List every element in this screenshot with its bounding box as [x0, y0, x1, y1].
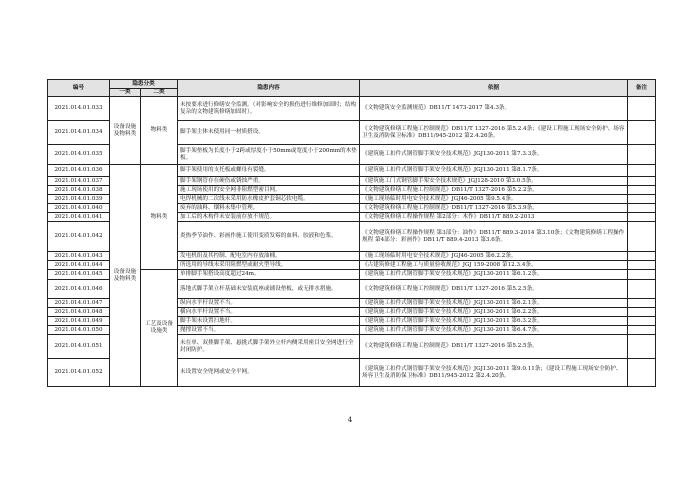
group2b-level2: 工艺及设备设施类 [141, 270, 178, 387]
row-code: 2021.014.01.044 [48, 261, 110, 270]
row-content: 电焊机械的二次线未采用防水橡皮护套铜芯软电缆。 [178, 195, 360, 204]
row-basis: 《施工现场临时用电安全技术规范》JGJ46-2005 第6.2.2条。 [360, 252, 628, 261]
header-code: 编号 [48, 80, 110, 97]
row-basis: 《文物建筑修缮工程施工控制规范》DB11/T 1327-2016 第5.2.5条。 [360, 335, 628, 359]
header-remarks: 备注 [628, 80, 656, 97]
row-code: 2021.014.01.040 [48, 204, 110, 213]
row-basis: 《文物建筑修缮工程施工控制规范》DB11/T 1327-2016 第5.3.9条。 [360, 204, 628, 213]
row-content: 纵向水平杆设置不当。 [178, 299, 360, 308]
row-content: 脚手架使用的支托板或螺母有裂缝。 [178, 165, 360, 177]
row-basis: 《文物建筑修缮工程操作规程 第2部分：木作》DB11/T 889.2-2013 [360, 213, 628, 222]
row-remarks [628, 317, 656, 326]
row-remarks [628, 97, 656, 121]
row-content: 加工后的木构件未安装前存放不规范。 [178, 213, 360, 222]
row-remarks [628, 252, 656, 261]
row-code: 2021.014.01.048 [48, 308, 110, 317]
row-code: 2021.014.01.039 [48, 195, 110, 204]
row-remarks [628, 195, 656, 204]
row-basis: 《建筑施工扣件式钢管脚手架安全技术规范》JGJ130-2011 第6.3.2条。 [360, 317, 628, 326]
row-content: 脚手架未设置扫地杆。 [178, 317, 360, 326]
group2a-level2: 物料类 [141, 165, 178, 270]
row-code: 2021.014.01.052 [48, 359, 110, 387]
header-basis: 依据 [360, 80, 628, 97]
row-code: 2021.014.01.041 [48, 213, 110, 222]
row-remarks [628, 280, 656, 299]
row-content: 发电机组及其控制、配电室内存放油桶。 [178, 252, 360, 261]
group1-level2: 物料类 [141, 97, 178, 165]
row-content: 脚手架垫板为长度小于2跨或厚度小于50mm或宽度小于200mm的木垫板。 [178, 145, 360, 165]
row-code: 2021.014.01.034 [48, 121, 110, 145]
row-code: 2021.014.01.051 [48, 335, 110, 359]
table-row [48, 165, 656, 177]
row-content: 未在单、双排脚手架、悬挑式脚手架外立杆内侧采用密目安全网进行全封闭防护。 [178, 335, 360, 359]
header-level1: 一类 [110, 89, 141, 97]
row-remarks [628, 335, 656, 359]
hazard-table [47, 79, 656, 387]
row-basis: 《文物建筑修缮工程施工控制规范》DB11/T 1327-2016 第5.2.4条；《建设工程施工现场安全防护、场容卫生及消防保卫标准》DB11/945-2012 第2.4.26条。 [360, 121, 628, 145]
row-remarks [628, 213, 656, 222]
row-remarks [628, 270, 656, 280]
row-content: 落地式脚手架立杆基础未安装底座或铺设垫板，或无排水措施。 [178, 280, 360, 299]
row-code: 2021.014.01.047 [48, 299, 110, 308]
row-remarks [628, 299, 656, 308]
row-basis: 《建筑施工扣件式钢管脚手架安全技术规范》JGJ130-2011 第7.3.3条。 [360, 145, 628, 165]
row-code: 2021.014.01.033 [48, 97, 110, 121]
row-basis: 《施工现场临时用电安全技术规范》JGJ46-2005 第9.5.4条。 [360, 195, 628, 204]
row-code: 2021.014.01.042 [48, 222, 110, 252]
row-remarks [628, 308, 656, 317]
row-remarks [628, 222, 656, 252]
row-code: 2021.014.01.049 [48, 317, 110, 326]
row-remarks [628, 204, 656, 213]
row-content: 所选用的导线未采用阻燃型或耐火型导线。 [178, 261, 360, 270]
row-remarks [628, 121, 656, 145]
row-code: 2021.014.01.050 [48, 326, 110, 335]
header-row [48, 80, 656, 89]
row-code: 2021.014.01.045 [48, 270, 110, 280]
row-basis: 《古建筑修建工程施工与质量验收规范》JGJ 159-2008 第12.3.4条。 [360, 261, 628, 270]
row-code: 2021.014.01.037 [48, 177, 110, 186]
header-category: 隐患分类 [110, 80, 178, 89]
row-code: 2021.014.01.046 [48, 280, 110, 299]
row-content: 未按要求进行修缮安全监测。（对影响安全的损伤进行维修加固时；结构复杂的文物建筑修缮加固时）。 [178, 97, 360, 121]
row-remarks [628, 261, 656, 270]
row-content: 横向水平杆设置不当。 [178, 308, 360, 317]
row-content: 施工现场使用的安全网非阻燃型密目网。 [178, 186, 360, 195]
row-basis: 《建筑施工扣件式钢管脚手架安全技术规范》JGJ130-2011 第6.1.2条。 [360, 270, 628, 280]
header-content: 隐患内容 [178, 80, 360, 97]
row-content: 脚手架主体未使用同一材质搭设。 [178, 121, 360, 145]
group1-level1: 设备设施及物料类 [110, 97, 141, 165]
row-basis: 《文物建筑修缮工程施工控制规范》DB11/T 1327-2016 第5.2.5条。 [360, 280, 628, 299]
row-content: 脚手架钢管存在硬伤或锈蚀严重。 [178, 177, 360, 186]
header-level2: 二类 [141, 89, 178, 97]
row-content: 未设置安全兜网或安全平网。 [178, 359, 360, 387]
row-code: 2021.014.01.038 [48, 186, 110, 195]
row-basis: 《建筑施工扣件式钢管脚手架安全技术规范》JGJ130-2011 第6.4.7条。 [360, 326, 628, 335]
row-remarks [628, 145, 656, 165]
row-remarks [628, 165, 656, 177]
row-basis: 《建筑施工扣件式钢管脚手架安全技术规范》JGJ130-2011 第6.2.1条。 [360, 299, 628, 308]
row-content: 单排脚手架搭设高度超过24m。 [178, 270, 360, 280]
row-basis: 《建筑施工扣件式钢管脚手架安全技术规范》JGJ130-2011 第9.0.11条；《建设工程施工现场安全防护、场容卫生及消防保卫标准》DB11/945-2012 第2.4.20条。 [360, 359, 628, 387]
row-basis: 《文物建筑修缮工程操作规程 第3部分：油作》DB11/T 889.3-2014 第3.10条；《文物建筑修缮工程操作规程 第4部分：彩画作》DB11/T 889.4-2013 第3.6条。 [360, 222, 628, 252]
row-basis: 《建筑施工门式钢管脚手架安全技术规范》JGJ128-2010 第3.0.5条。 [360, 177, 628, 186]
row-code: 2021.014.01.036 [48, 165, 110, 177]
group2-level1: 设备设施及物料类 [110, 165, 141, 387]
row-basis: 《建筑施工扣件式钢管脚手架安全技术规范》JGJ130-2011 第8.1.7条。 [360, 165, 628, 177]
row-content: 炎热季节油作、彩画作施工使用变质发霉的血料、胶液和色浆。 [178, 222, 360, 252]
row-content: 废弃的油料、烟料未集中管理。 [178, 204, 360, 213]
row-code: 2021.014.01.035 [48, 145, 110, 165]
row-basis: 《文物建筑安全监测规范》DB11/T 1473-2017 第4.3条。 [360, 97, 628, 121]
row-remarks [628, 177, 656, 186]
table-row [48, 97, 656, 121]
page-number: 4 [347, 416, 353, 424]
row-basis: 《文物建筑修缮工程施工控制规范》DB11/T 1327-2016 第5.2.2条。 [360, 186, 628, 195]
row-content: 抛撑设置不当。 [178, 326, 360, 335]
row-remarks [628, 326, 656, 335]
row-code: 2021.014.01.043 [48, 252, 110, 261]
row-basis: 《建筑施工扣件式钢管脚手架安全技术规范》JGJ130-2011 第6.2.2条。 [360, 308, 628, 317]
row-remarks [628, 186, 656, 195]
row-remarks [628, 359, 656, 387]
